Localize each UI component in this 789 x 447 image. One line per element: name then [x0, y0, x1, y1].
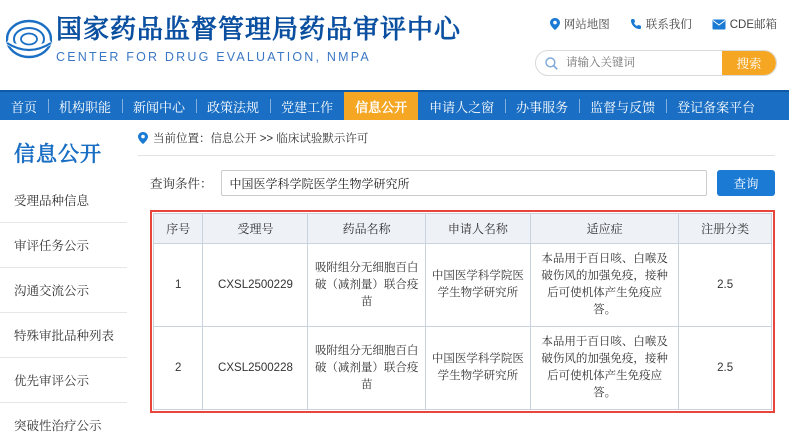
nav-item-news[interactable]: 新闻中心: [122, 92, 196, 120]
content-area: [128, 120, 789, 447]
nav-item-supervision[interactable]: 监督与反馈: [579, 92, 666, 120]
phone-icon: [630, 18, 642, 30]
top-link-label: 联系我们: [645, 19, 692, 31]
nav-item-information-disclosure[interactable]: 信息公开: [344, 92, 418, 120]
main-nav: [0, 90, 789, 120]
nav-item-services[interactable]: 办事服务: [505, 92, 579, 120]
sidebar-item-accepted-varieties[interactable]: 受理品种信息: [0, 178, 127, 223]
map-pin-icon: [550, 18, 560, 30]
sidebar-item-special-approval[interactable]: 特殊审批品种列表: [0, 313, 127, 358]
cell-applicant: 中国医学科学院医学生物学研究所: [425, 327, 530, 410]
cell-indication: 本品用于百日咳、白喉及破伤风的加强免疫，接种后可使机体产生免疫应答。: [530, 244, 678, 327]
cell-acceptance-no: CXSL2500228: [203, 327, 308, 410]
column-header-index: 序号: [154, 214, 203, 244]
cell-indication: 本品用于百日咳、白喉及破伤风的加强免疫，接种后可使机体产生免疫应答。: [530, 327, 678, 410]
query-label: 查询条件：: [150, 177, 213, 191]
cell-category: 2.5: [679, 244, 772, 327]
sidebar-item-communication[interactable]: 沟通交流公示: [0, 268, 127, 313]
sidebar-item-breakthrough-therapy[interactable]: 突破性治疗公示: [0, 403, 127, 447]
query-button[interactable]: 查询: [717, 170, 775, 196]
nav-item-party[interactable]: 党建工作: [270, 92, 344, 120]
nav-item-functions[interactable]: 机构职能: [48, 92, 122, 120]
nav-item-registration-platform[interactable]: 登记备案平台: [666, 92, 766, 120]
column-header-drug-name: 药品名称: [308, 214, 425, 244]
search-icon: [545, 57, 558, 70]
column-header-acceptance-no: 受理号: [203, 214, 308, 244]
cell-applicant: 中国医学科学院医学生物学研究所: [425, 244, 530, 327]
nav-item-applicant-window[interactable]: 申请人之窗: [429, 99, 495, 115]
cell-drug-name: 吸附组分无细胞百白破（减剂量）联合疫苗: [308, 327, 425, 410]
query-row: [150, 170, 775, 196]
column-header-applicant: 申请人名称: [425, 214, 530, 244]
site-title-cn: 国家药品监督管理局药品审评中心: [56, 14, 462, 44]
sidebar: [0, 120, 128, 447]
search-button[interactable]: 搜索: [722, 50, 776, 76]
site-header: [0, 0, 789, 90]
table-row[interactable]: [154, 244, 772, 327]
site-search[interactable]: [535, 50, 777, 76]
query-input[interactable]: [221, 170, 707, 196]
nav-item-home[interactable]: 首页: [11, 99, 38, 115]
top-link-label: CDE邮箱: [729, 19, 777, 31]
top-link-label: 网站地图: [563, 19, 610, 31]
breadcrumb: [138, 130, 775, 156]
breadcrumb-text: 当前位置：信息公开 >> 临床试验默示许可: [153, 133, 369, 145]
location-pin-icon: [138, 132, 148, 144]
search-input[interactable]: [564, 56, 722, 70]
cell-index: 1: [154, 244, 203, 327]
results-table: [153, 213, 772, 410]
cell-acceptance-no: CXSL2500229: [203, 244, 308, 327]
sidebar-item-priority-review[interactable]: 优先审评公示: [0, 358, 127, 403]
top-link-sitemap[interactable]: [550, 16, 610, 32]
sidebar-title: 信息公开: [14, 143, 102, 166]
column-header-category: 注册分类: [679, 214, 772, 244]
body-area: [0, 120, 789, 447]
cell-index: 2: [154, 327, 203, 410]
site-title-en: CENTER FOR DRUG EVALUATION, NMPA: [56, 50, 371, 64]
site-title-block: [56, 12, 461, 66]
table-header-row: [154, 214, 772, 244]
top-link-mail[interactable]: [712, 16, 777, 32]
cell-drug-name: 吸附组分无细胞百白破（减剂量）联合疫苗: [308, 244, 425, 327]
table-row[interactable]: [154, 327, 772, 410]
mail-icon: [712, 19, 726, 30]
cell-category: 2.5: [679, 327, 772, 410]
top-links: [550, 16, 777, 32]
cde-logo-icon: [6, 16, 52, 62]
top-link-contact[interactable]: [630, 16, 692, 32]
results-highlight-box: [150, 210, 775, 413]
column-header-indication: 适应症: [530, 214, 678, 244]
sidebar-item-review-tasks[interactable]: 审评任务公示: [0, 223, 127, 268]
nav-item-policy[interactable]: 政策法规: [196, 92, 270, 120]
